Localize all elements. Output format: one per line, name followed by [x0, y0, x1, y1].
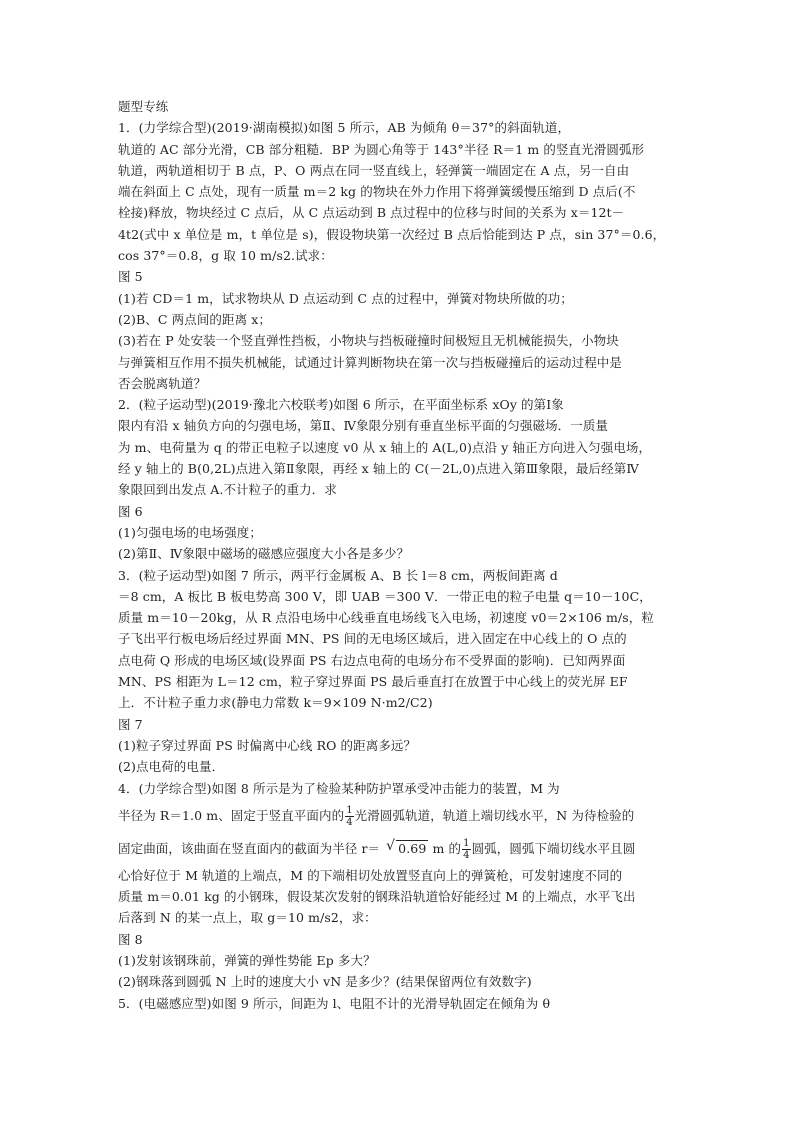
q3-figure-caption: 图 7	[118, 716, 143, 732]
q2-line-1: 2．(粒子运动型)(2019·豫北六校联考)如图 6 所示，在平面坐标系 xOy 的第Ⅰ象	[118, 397, 564, 413]
q2-line-3: 为 m、电荷量为 q 的带正电粒子以速度 v0 从 x 轴上的 A(L,0)点沿 y 轴正方向进入匀强电场，	[118, 439, 652, 455]
q1-subquestion-1: (1)若 CD＝1 m，试求物块从 D 点运动到 C 点的过程中，弹簧对物块所做的功；	[118, 290, 573, 306]
q4-line-2-start: 半径为 R＝1.0 m、固定于竖直平面内的	[118, 807, 345, 823]
q3-subquestion-2: (2)点电荷的电量．	[118, 759, 225, 775]
q1-subquestion-3c: 否会脱离轨道？	[118, 375, 207, 391]
q1-subquestion-2: (2)B、C 两点间的距离 x；	[118, 311, 272, 327]
q3-line-6: MN、PS 相距为 L＝12 cm，粒子穿过界面 PS 最后垂直打在放置于中心线上的荧光屏 EF	[118, 674, 628, 690]
q1-line-5: 栓接)释放，物块经过 C 点后，从 C 点运动到 B 点过程中的位移与时间的关系为 x＝12t－	[118, 205, 625, 221]
q2-subquestion-1: (1)匀强电场的电场强度；	[118, 524, 263, 540]
square-root-expression	[386, 832, 428, 865]
q4-subquestion-1: (1)发射该钢珠前，弹簧的弹性势能 Ep 多大？	[118, 952, 376, 968]
q4-subquestion-2: (2)钢珠落到圆弧 N 上时的速度大小 vN 是多少？(结果保留两位有效数字)	[118, 974, 532, 990]
q3-line-2: ＝8 cm，A 板比 B 板电势高 300 V，即 UAB ＝300 V．一带正电的粒子电量 q＝10－10C，	[118, 588, 652, 604]
document-page	[118, 96, 678, 1014]
section-heading: 题型专练	[118, 99, 169, 114]
q4-line-3-end: 圆弧，圆弧下端切线水平且圆	[471, 840, 636, 856]
q1-line-4: 端在斜面上 C 点处，现有一质量 m＝2 kg 的物块在外力作用下将弹簧缓慢压缩到 D 点后(不	[118, 184, 636, 200]
q4-line-3-mid: m 的	[428, 840, 462, 856]
q2-line-2: 限内有沿 x 轴负方向的匀强电场，第Ⅱ、Ⅳ象限分别有垂直坐标平面的匀强磁场．一质量	[118, 418, 609, 434]
q2-line-4: 经 y 轴上的 B(0,2L)点进入第Ⅱ象限，再经 x 轴上的 C(－2L,0)点进入第Ⅲ象限，最后经第Ⅳ	[118, 461, 639, 477]
q2-figure-caption: 图 6	[118, 503, 143, 519]
q4-line-5: 质量 m＝0.01 kg 的小钢珠，假设某次发射的钢珠沿轨道恰好能经过 M 的上端点，水平飞出	[118, 889, 636, 905]
fraction-numerator-2: 1	[463, 837, 470, 849]
q1-line-2: 轨道的 AC 部分光滑，CB 部分粗糙．BP 为圆心角等于 143°半径 R＝1 m 的竖直光滑圆弧形	[118, 141, 645, 157]
q4-line-3	[118, 832, 678, 865]
q2-line-5: 象限回到出发点 A.不计粒子的重力．求	[118, 482, 337, 498]
q3-line-3: 质量 m＝10－20kg，从 R 点沿电场中心线垂直电场线飞入电场，初速度 v0＝2×106 m/s，粒	[118, 610, 654, 626]
q4-line-2-end: 光滑圆弧轨道，轨道上端切线水平，N 为待检验的	[354, 807, 635, 823]
q4-line-6: 后落到 N 的某一点上，取 g＝10 m/s2，求：	[118, 910, 377, 926]
quarter-fraction	[345, 805, 353, 828]
fraction-denominator-2: 4	[463, 849, 470, 861]
q1-line-1: 1．(力学综合型)(2019·湖南模拟)如图 5 所示，AB 为倾角 θ＝37°的斜面轨道，	[118, 120, 571, 136]
q4-line-2	[118, 799, 678, 832]
q5-line-1: 5．(电磁感应型)如图 9 所示，间距为 l、电阻不计的光滑导轨固定在倾角为 θ	[118, 995, 551, 1011]
q3-subquestion-1: (1)粒子穿过界面 PS 时偏离中心线 RO 的距离多远？	[118, 737, 417, 753]
q3-line-7: 上．不计粒子重力求(静电力常数 k＝9×109 N·m2/C2)	[118, 695, 433, 711]
fraction-denominator: 4	[346, 816, 353, 828]
q1-line-6: 4t2(式中 x 单位是 m，t 单位是 s)，假设物块第一次经过 B 点后恰能到达 P 点，sin 37°＝0.6，	[118, 226, 666, 242]
radical-sign-icon: √	[386, 837, 396, 854]
q3-line-1: 3．(粒子运动型)如图 7 所示，两平行金属板 A、B 长 l＝8 cm，两板间距离 d	[118, 567, 558, 583]
q4-figure-caption: 图 8	[118, 931, 143, 947]
q1-line-7: cos 37°＝0.8，g 取 10 m/s2.试求：	[118, 248, 333, 264]
q1-figure-caption: 图 5	[118, 269, 143, 285]
q1-subquestion-3b: 与弹簧相互作用不损失机械能，试通过计算判断物块在第一次与挡板碰撞后的运动过程中是	[118, 354, 623, 370]
quarter-fraction-2	[462, 838, 470, 861]
q3-line-4: 子飞出平行板电场后经过界面 MN、PS 间的无电场区域后，进入固定在中心线上的 O 点的	[118, 631, 627, 647]
q3-line-5: 点电荷 Q 形成的电场区域(设界面 PS 右边点电荷的电场分布不受界面的影响)．已知两界面	[118, 652, 626, 668]
q4-line-1: 4．(力学综合型)如图 8 所示是为了检验某种防护罩承受冲击能力的装置，M 为	[118, 780, 560, 796]
q4-line-4: 心恰好位于 M 轨道的上端点，M 的下端相切处放置竖直向上的弹簧枪，可发射速度不同的	[118, 867, 623, 883]
fraction-numerator: 1	[346, 804, 353, 816]
q1-subquestion-3a: (3)若在 P 处安装一个竖直弹性挡板，小物块与挡板碰撞时间极短且无机械能损失，小物块	[118, 333, 619, 349]
q4-line-3-start: 固定曲面，该曲面在竖直面内的截面为半径 r＝	[118, 840, 381, 856]
q1-line-3: 轨道，两轨道相切于 B 点，P、O 两点在同一竖直线上，轻弹簧一端固定在 A 点，另一自由	[118, 162, 630, 178]
q2-subquestion-2: (2)第Ⅱ、Ⅳ象限中磁场的磁感应强度大小各是多少？	[118, 546, 410, 562]
radicand: 0.69	[398, 840, 427, 856]
